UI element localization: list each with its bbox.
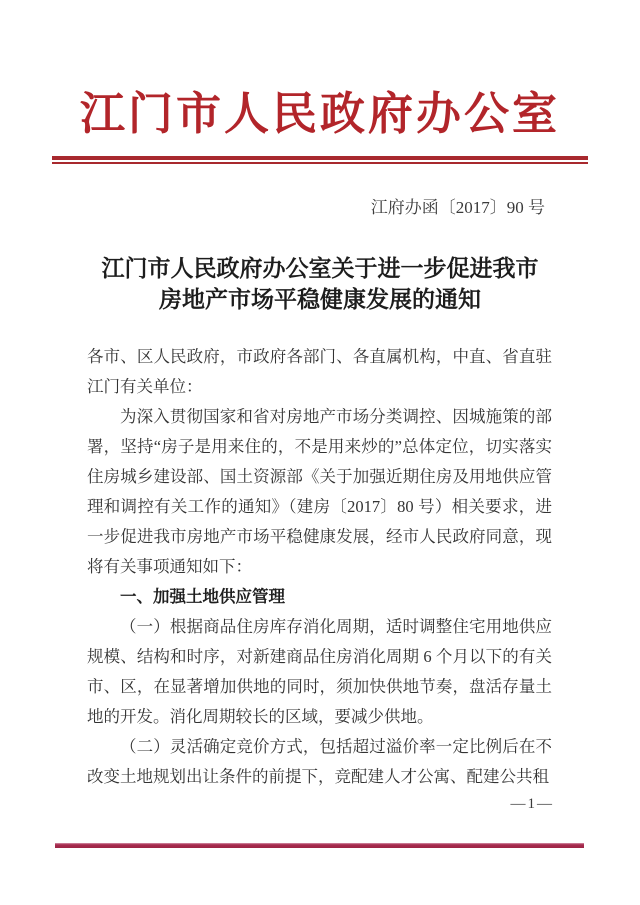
section1-item-2: （二）灵活确定竞价方式，包括超过溢价率一定比例后在不改变土地规划出让条件的前提下，竞配建人才公寓、配建公共租 bbox=[87, 737, 552, 786]
letterhead-title: 江门市人民政府办公室 bbox=[79, 89, 560, 139]
section1-item-1: （一）根据商品住房库存消化周期，适时调整住宅用地供应规模、结构和时序，对新建商品住房消化周期 6 个月以下的有关市、区，在显著增加供地的同时，须加快供地节奏，盘活存量土地的开发。消化周期较长的区域，要减少供地。 bbox=[87, 617, 552, 726]
document-title bbox=[0, 253, 640, 315]
document-title-line-2: 房地产市场平稳健康发展的通知 bbox=[159, 287, 481, 312]
letterhead-divider bbox=[52, 156, 588, 164]
section-heading-1: 一、加强土地供应管理 bbox=[120, 588, 285, 606]
footer-divider bbox=[55, 843, 584, 848]
document-title-line-1: 江门市人民政府办公室关于进一步促进我市 bbox=[101, 256, 539, 281]
salutation: 各市、区人民政府，市政府各部门、各直属机构，中直、省直驻江门有关单位： bbox=[87, 347, 552, 396]
document-body bbox=[87, 342, 552, 792]
page-number: —1— bbox=[510, 796, 554, 812]
intro-paragraph: 为深入贯彻国家和省对房地产市场分类调控、因城施策的部署，坚持“房子是用来住的，不是用来炒的”总体定位，切实落实住房城乡建设部、国土资源部《关于加强近期住房及用地供应管理和调控有关工作的通知》（建房〔2017〕80 号）相关要求，进一步促进我市房地产市场平稳健康发展，经市人民政府同意，现将有关事项通知如下： bbox=[87, 407, 552, 576]
doc-number: 江府办函〔2017〕90 号 bbox=[370, 198, 545, 217]
